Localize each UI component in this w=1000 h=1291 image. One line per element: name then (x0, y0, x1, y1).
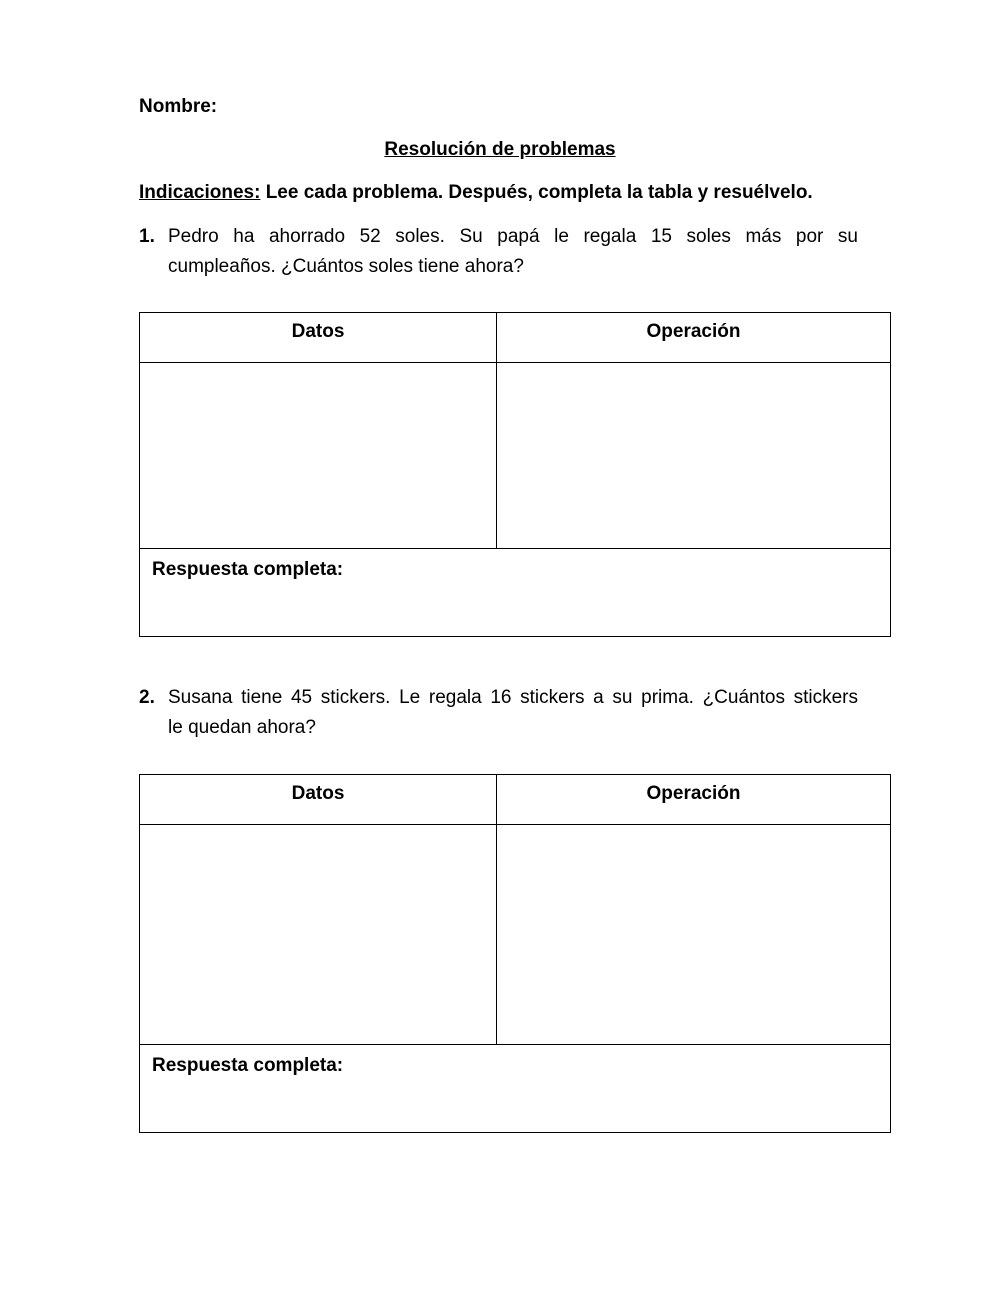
answer-label: Respuesta completa: (152, 1055, 344, 1076)
operacion-cell[interactable] (497, 363, 891, 549)
name-label: Nombre: (139, 96, 218, 117)
problem-text-line-1: Susana tiene 45 stickers. Le regala 16 stickers a su prima. ¿Cuántos stickers (168, 687, 858, 708)
problem-number: 2. (139, 687, 155, 708)
answer-cell[interactable] (140, 1045, 891, 1133)
problem-text-line-1: Pedro ha ahorrado 52 soles. Su papá le regala 15 soles más por su (168, 226, 858, 247)
instructions (139, 178, 879, 208)
problem-2-table (139, 774, 891, 1133)
instructions-text: Lee cada problema. Después, completa la tabla y resuélvelo. (260, 182, 813, 203)
problem-number: 1. (139, 226, 155, 247)
problem-2 (139, 683, 858, 743)
datos-cell[interactable] (140, 363, 497, 549)
problem-text-line-2: cumpleaños. ¿Cuántos soles tiene ahora? (168, 256, 524, 277)
operacion-cell[interactable] (497, 825, 891, 1045)
operacion-header: Operación (497, 313, 891, 363)
datos-header: Datos (140, 313, 497, 363)
answer-label: Respuesta completa: (152, 559, 344, 580)
operacion-header: Operación (497, 775, 891, 825)
problem-text-line-2: le quedan ahora? (168, 717, 316, 738)
datos-header: Datos (140, 775, 497, 825)
instructions-label: Indicaciones: (139, 182, 261, 203)
page-title: Resolución de problemas (384, 139, 616, 160)
answer-cell[interactable] (140, 549, 891, 637)
problem-1 (139, 222, 858, 282)
problem-1-table (139, 312, 891, 637)
datos-cell[interactable] (140, 825, 497, 1045)
